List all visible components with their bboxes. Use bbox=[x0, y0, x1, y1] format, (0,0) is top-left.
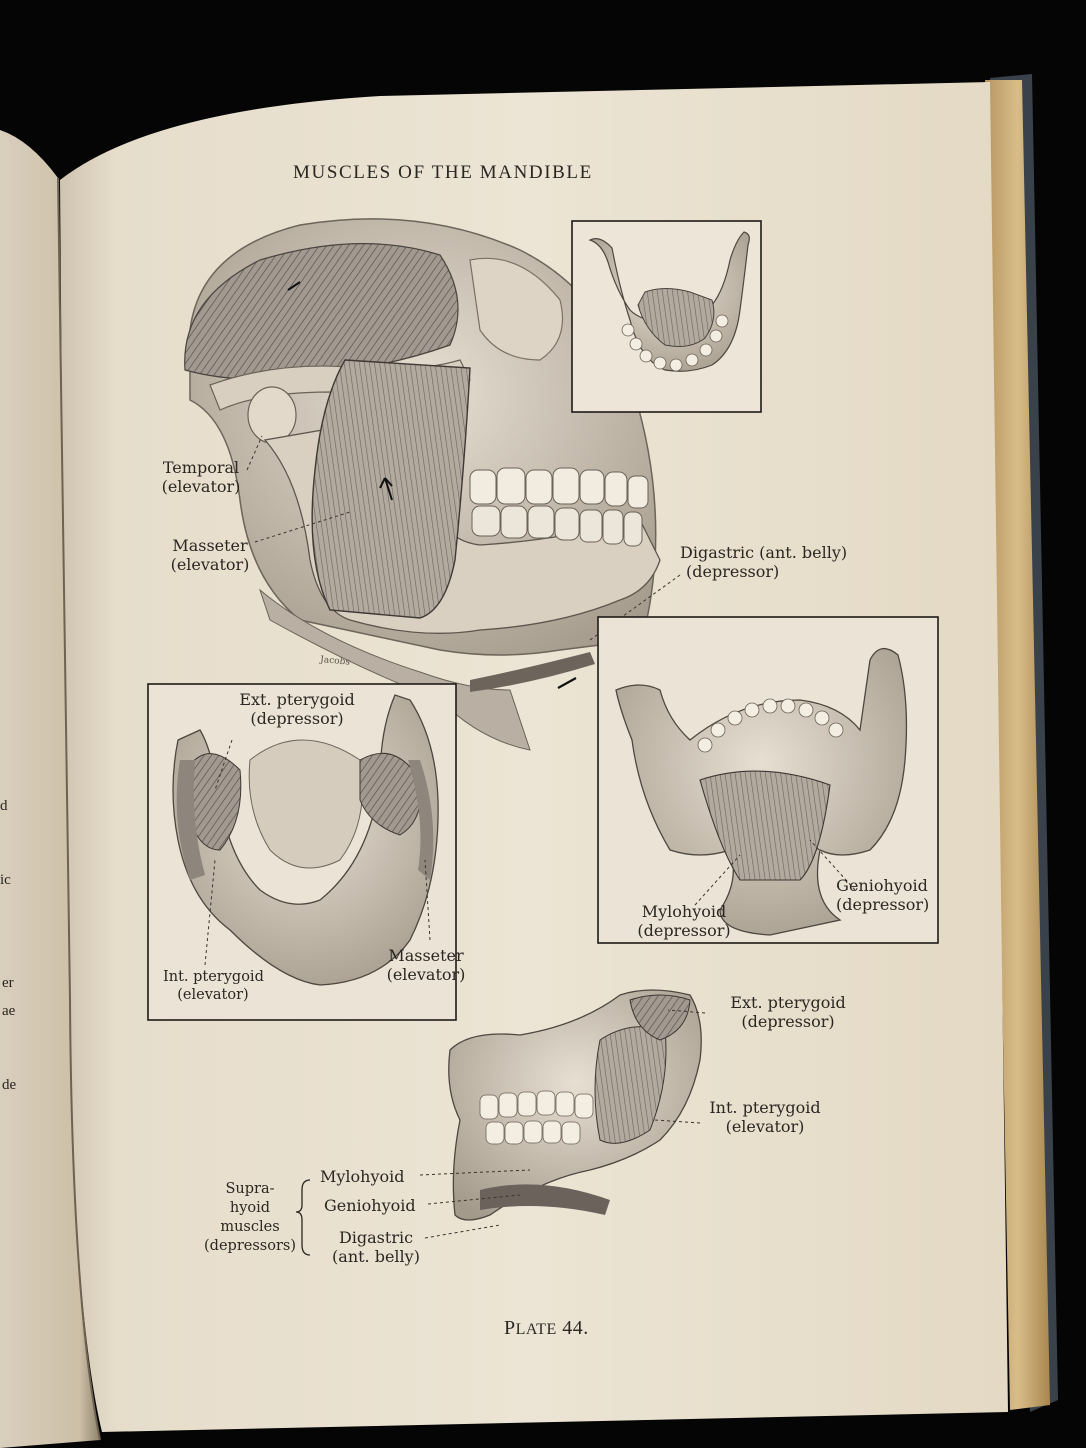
group-line-2: hyoid bbox=[229, 1200, 271, 1216]
label-temporal-name: Temporal bbox=[162, 458, 240, 477]
label-geniohyoid-name: Geniohyoid bbox=[836, 876, 928, 895]
plate-word: LATE bbox=[515, 1321, 557, 1338]
label-geniohyoid-right bbox=[836, 876, 928, 914]
label-int-pterygoid-bottom bbox=[698, 1098, 832, 1136]
label-ext-pterygoid-role: (depressor) bbox=[741, 1012, 835, 1031]
label-digastric-role: (depressor) bbox=[686, 562, 780, 581]
label-digastric-main bbox=[680, 543, 847, 581]
label-temporal-role: (elevator) bbox=[161, 477, 241, 496]
label-digastric-bottom bbox=[326, 1228, 426, 1266]
label-geniohyoid-bottom: Geniohyoid bbox=[324, 1196, 416, 1215]
left-page-fragment: er bbox=[2, 975, 14, 991]
label-suprahyoid-group bbox=[200, 1180, 300, 1256]
label-masseter-name: Masseter bbox=[388, 946, 464, 965]
label-ext-pterygoid-name: Ext. pterygoid bbox=[730, 993, 846, 1012]
label-ext-pterygoid-left bbox=[232, 690, 362, 728]
label-mylohyoid-name: Mylohyoid bbox=[641, 902, 727, 921]
label-int-pterygoid-name: Int. pterygoid bbox=[709, 1098, 821, 1117]
label-masseter-left bbox=[383, 946, 469, 984]
label-int-pterygoid-role: (elevator) bbox=[725, 1117, 805, 1136]
label-int-pterygoid-left bbox=[163, 968, 263, 1004]
label-masseter-main bbox=[165, 536, 255, 574]
plate-number bbox=[504, 1317, 589, 1340]
label-masseter-role: (elevator) bbox=[386, 965, 466, 984]
svg-text:Jacobs: Jacobs bbox=[319, 655, 351, 668]
group-line-1: Supra- bbox=[225, 1181, 275, 1197]
label-ext-pterygoid-bottom bbox=[722, 993, 854, 1031]
left-page-fragment: ae bbox=[2, 1003, 16, 1019]
label-int-pterygoid-name: Int. pterygoid bbox=[163, 969, 264, 985]
label-mylohyoid-role: (depressor) bbox=[637, 921, 731, 940]
label-ext-pterygoid-role: (depressor) bbox=[250, 709, 344, 728]
group-line-4: (depressors) bbox=[204, 1238, 296, 1254]
label-geniohyoid-role: (depressor) bbox=[836, 895, 930, 914]
label-digastric-name: Digastric bbox=[338, 1228, 414, 1247]
label-digastric-name: Digastric (ant. belly) bbox=[680, 543, 848, 562]
label-masseter-name: Masseter bbox=[172, 536, 248, 555]
left-page-fragment: de bbox=[2, 1077, 17, 1093]
label-int-pterygoid-role: (elevator) bbox=[177, 987, 249, 1003]
group-line-3: muscles bbox=[220, 1219, 280, 1235]
left-page-fragment: ic bbox=[0, 872, 11, 888]
inset-top-view bbox=[572, 221, 761, 412]
plate-prefix: P bbox=[504, 1317, 516, 1339]
label-temporal bbox=[156, 458, 246, 496]
page-title: MUSCLES OF THE MANDIBLE bbox=[293, 162, 593, 183]
label-ext-pterygoid-name: Ext. pterygoid bbox=[239, 690, 355, 709]
left-page-fragment: d bbox=[0, 798, 8, 814]
label-mylohyoid-bottom: Mylohyoid bbox=[320, 1167, 405, 1186]
label-masseter-role: (elevator) bbox=[170, 555, 250, 574]
label-mylohyoid-right bbox=[634, 902, 734, 940]
plate-number-value: 44. bbox=[562, 1317, 589, 1339]
label-digastric-role: (ant. belly) bbox=[332, 1247, 420, 1266]
